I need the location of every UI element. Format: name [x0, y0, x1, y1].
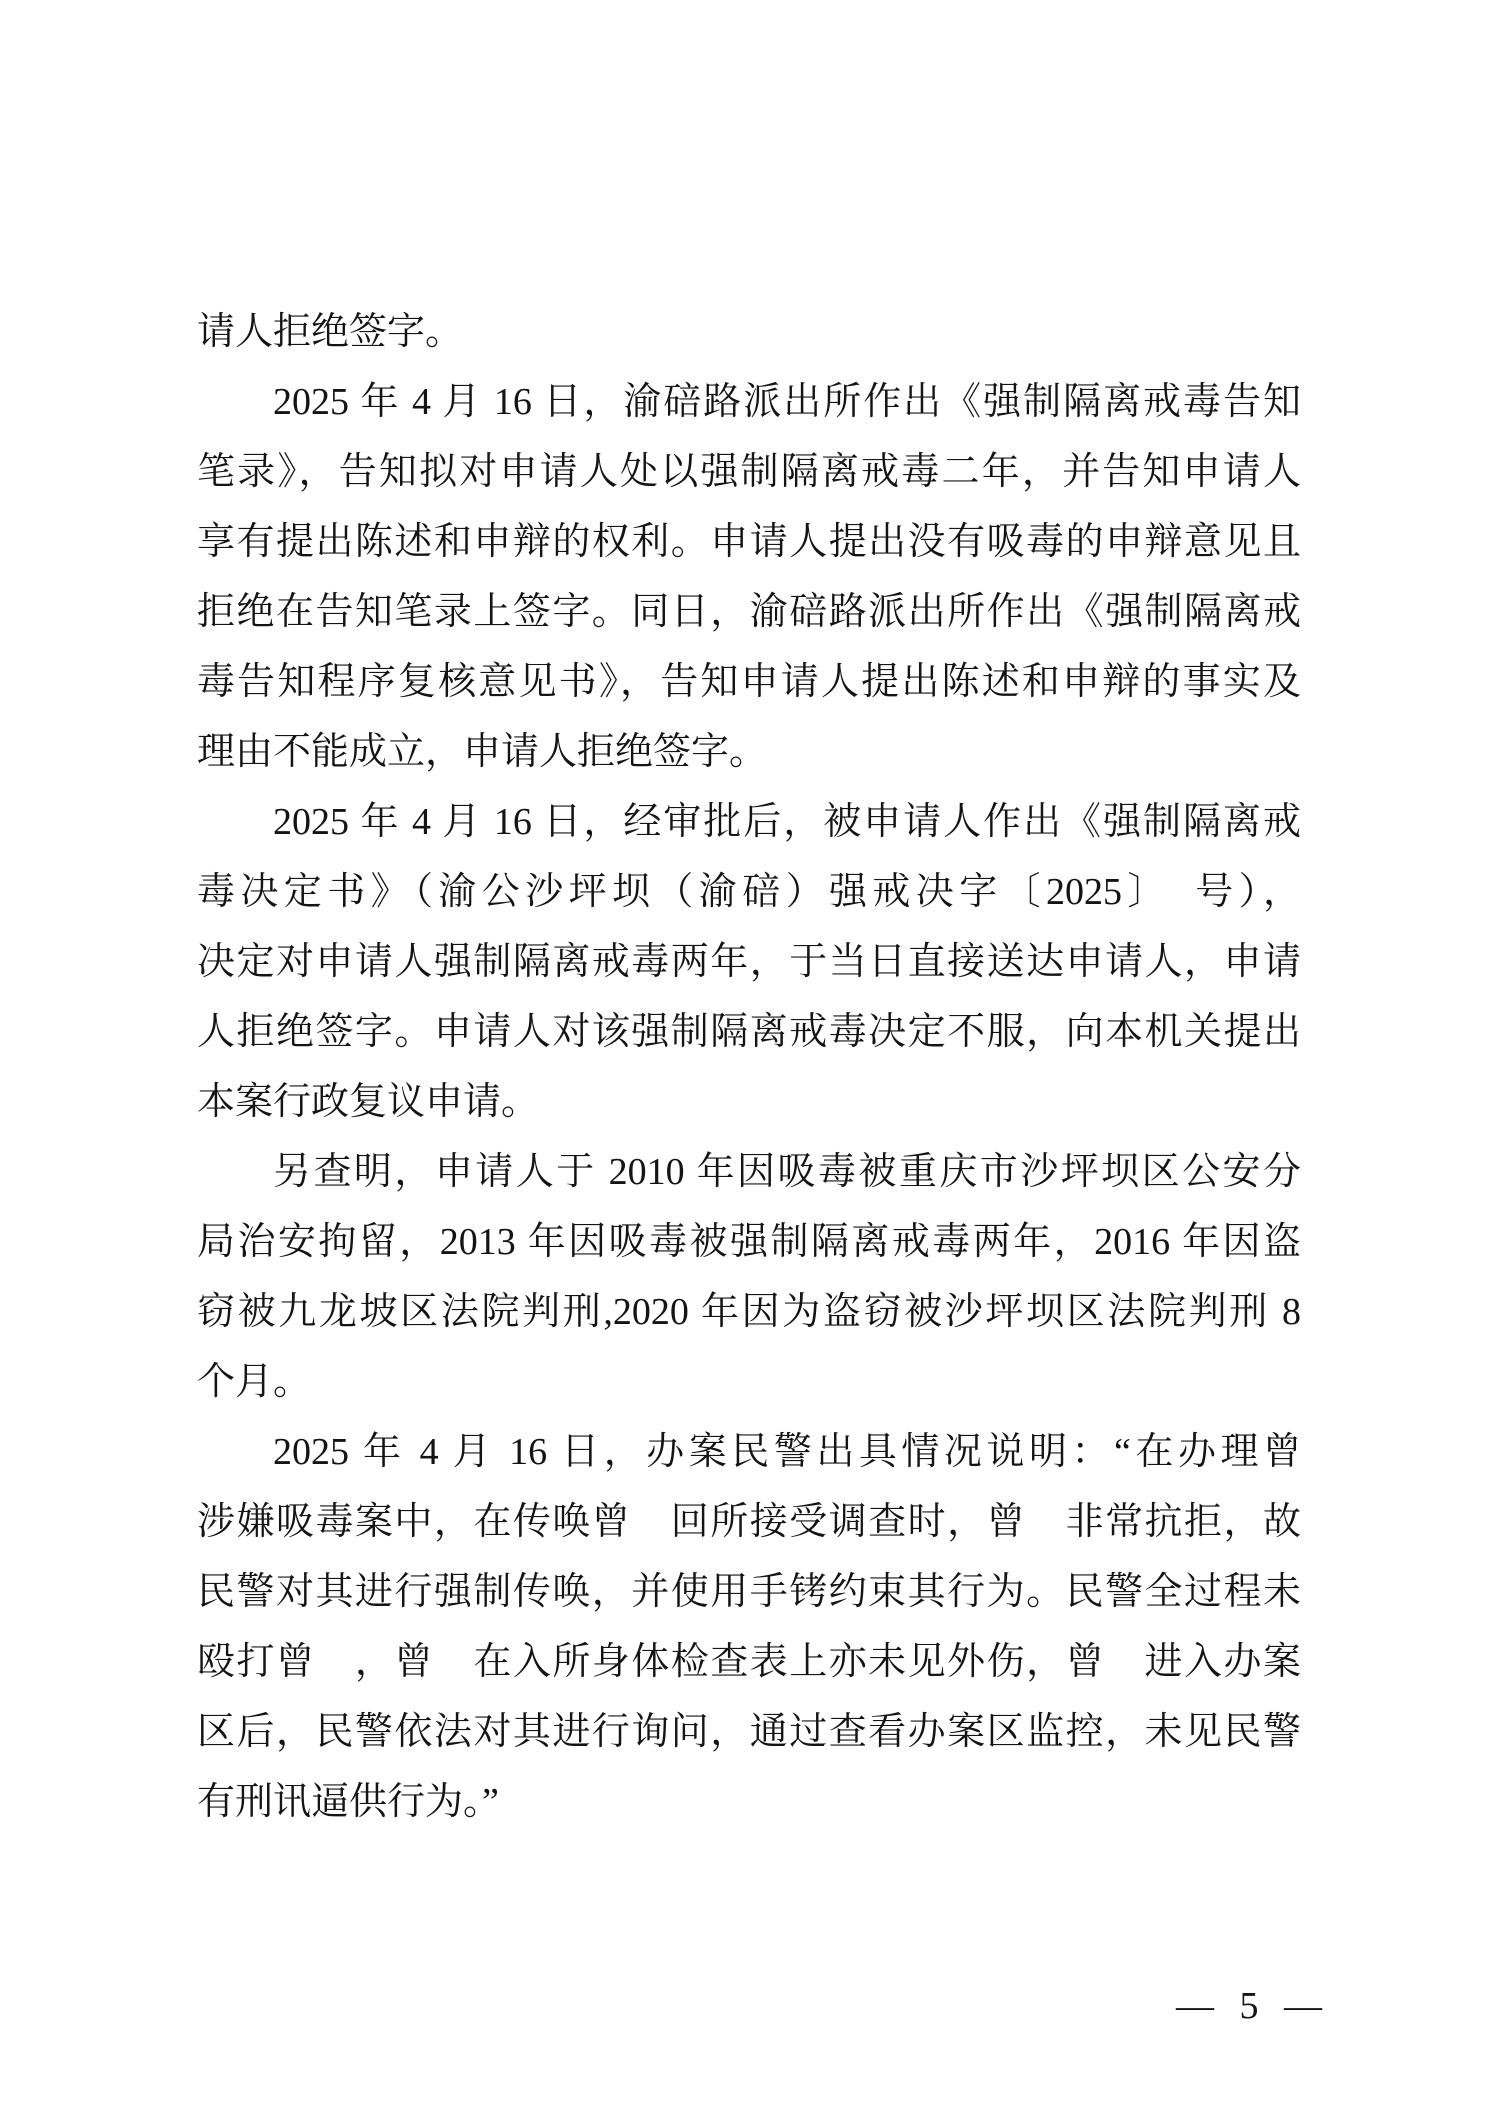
document-text-line: 笔录》，告知拟对申请人处以强制隔离戒毒二年，并告知申请人 [197, 451, 1301, 493]
document-text-line: 毒决定书》（渝公沙坪坝（渝碚）强戒决字〔2025〕 号）， [197, 871, 1301, 913]
document-text-line: 2025 年 4 月 16 日，办案民警出具情况说明：“在办理曾 [273, 1431, 1301, 1473]
document-text-line: 窃被九龙坡区法院判刑,2020 年因为盗窃被沙坪坝区法院判刑 8 [197, 1291, 1301, 1333]
document-text-line: 民警对其进行强制传唤，并使用手铐约束其行为。民警全过程未 [197, 1571, 1301, 1613]
document-text-line: 拒绝在告知笔录上签字。同日，渝碚路派出所作出《强制隔离戒 [197, 591, 1301, 633]
document-text-line: 2025 年 4 月 16 日，经审批后，被申请人作出《强制隔离戒 [273, 801, 1301, 843]
page-number: 5 [1239, 1985, 1259, 2027]
document-text-line: 殴打曾 ，曾 在入所身体检查表上亦未见外伤，曾 进入办案 [197, 1641, 1301, 1683]
document-text-line: 涉嫌吸毒案中，在传唤曾 回所接受调查时，曾 非常抗拒，故 [197, 1501, 1301, 1543]
footer-dash-left: — [1176, 1985, 1214, 2027]
document-text-line: 请人拒绝签字。 [197, 311, 464, 353]
document-text-line: 2025 年 4 月 16 日，渝碚路派出所作出《强制隔离戒毒告知 [273, 381, 1301, 423]
document-text-line: 区后，民警依法对其进行询问，通过查看办案区监控，未见民警 [197, 1711, 1301, 1753]
document-text-line: 享有提出陈述和申辩的权利。申请人提出没有吸毒的申辩意见且 [197, 521, 1301, 563]
document-text-line: 局治安拘留，2013 年因吸毒被强制隔离戒毒两年，2016 年因盗 [197, 1221, 1301, 1263]
document-text-line: 决定对申请人强制隔离戒毒两年，于当日直接送达申请人，申请 [197, 941, 1301, 983]
document-text-line: 本案行政复议申请。 [197, 1081, 540, 1123]
document-text-line: 另查明，申请人于 2010 年因吸毒被重庆市沙坪坝区公安分 [273, 1151, 1301, 1193]
document-text-line: 理由不能成立，申请人拒绝签字。 [197, 731, 768, 773]
document-text-line: 个月。 [197, 1361, 312, 1403]
document-text-line: 毒告知程序复核意见书》，告知申请人提出陈述和申辩的事实及 [197, 661, 1301, 703]
document-text-line: 人拒绝签字。申请人对该强制隔离戒毒决定不服，向本机关提出 [197, 1011, 1301, 1053]
footer-dash-right: — [1284, 1985, 1322, 2027]
document-text-line: 有刑讯逼供行为。” [197, 1781, 499, 1823]
page-footer [1176, 1974, 1322, 2038]
document-body [197, 297, 1301, 1837]
